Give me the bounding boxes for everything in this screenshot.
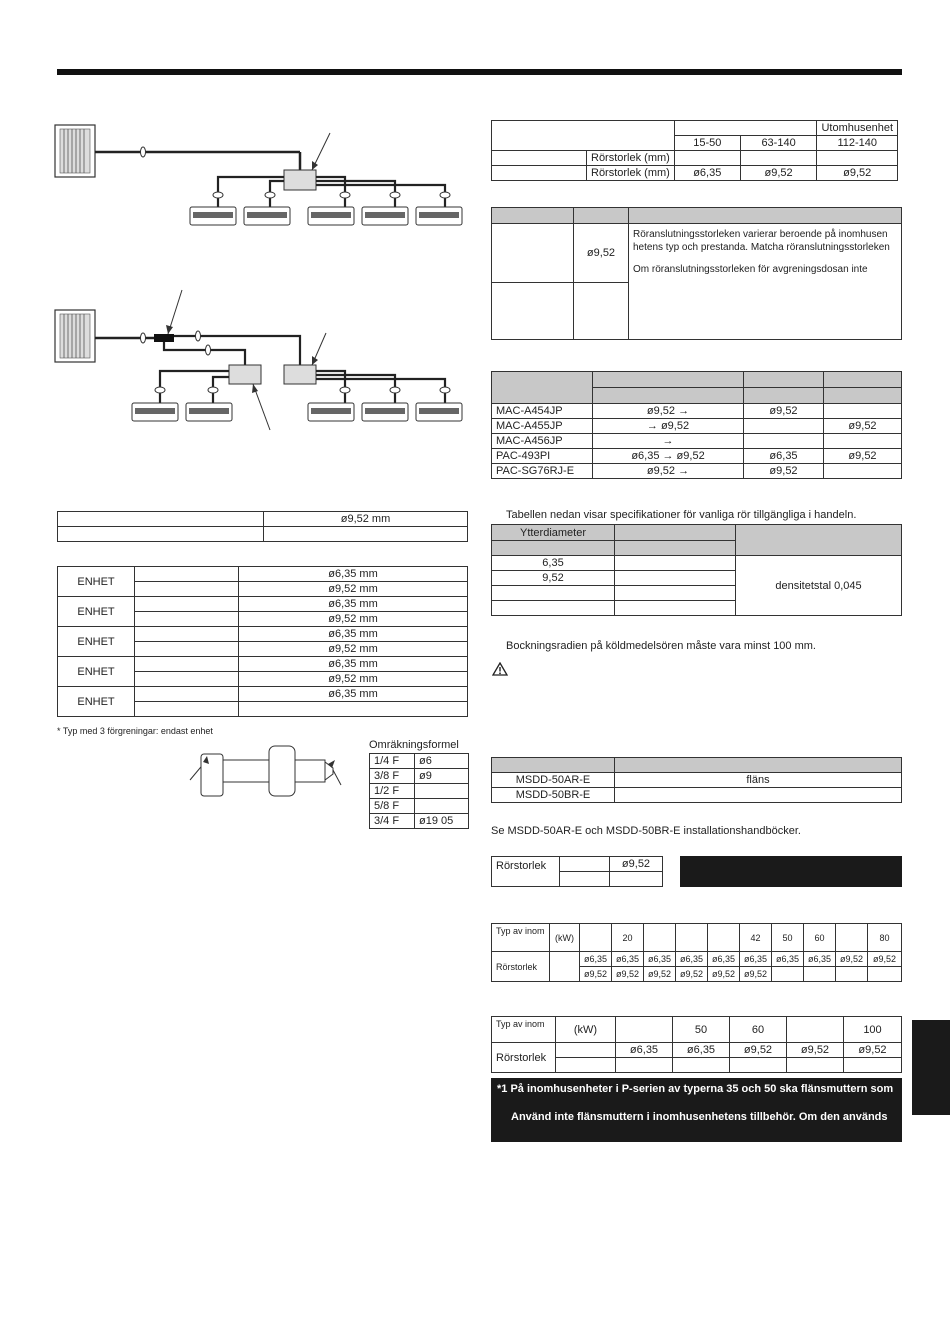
size-cell: → [593,434,744,449]
size-cell [868,967,902,982]
capacity-cell: 50 [673,1017,730,1043]
size-cell: ø6,35 [644,952,676,967]
size-cell: → ø9,52 [593,419,744,434]
size-cell [824,404,902,419]
size-cell: ø6,35 [708,952,740,967]
capacity-cell: 42 [740,924,772,952]
mm-cell [415,784,469,799]
info-text-line: Om röranslutningsstorleken för avgreningsdosan inte [633,264,868,275]
range-cell: 15-50 [674,136,740,151]
outdoor-unit-icon [55,125,95,177]
size-cell: ø9,52 [644,967,676,982]
size-cell: ø9,52 [708,967,740,982]
flare-nut-fitting-icon [185,740,345,802]
inch-cell: 1/4 F [370,754,415,769]
size-cell: ø9,52 [580,967,612,982]
flange-cell: fläns [615,773,902,788]
section-tab [912,1020,950,1115]
type-label: Typ av inom [492,924,550,952]
connection-info-table [491,207,902,340]
size-label: Rörstorlek [492,1043,556,1073]
size-cell: ø6,35 [772,952,804,967]
branch-pipe-icon [154,334,174,342]
branch-box-icon [284,170,316,190]
piping-diagram-single-branch [50,115,475,240]
warning-triangle-icon [492,662,508,676]
size-cell: ø9,52 [868,952,902,967]
branch-box-icon [284,365,316,384]
indoor-size-table-b [491,1016,902,1073]
outdoor-unit-header: Utomhusenhet [817,121,898,136]
pipe-size-table [491,120,898,181]
bending-radius-note: Bockningsradien på köldmedelsören måste vara minst 100 mm. [506,640,816,652]
size-cell: ø6,35 mm [239,567,468,582]
model-name: PAC-493PI [492,449,593,464]
size-cell: ø6,35 [804,952,836,967]
info-text-line: Röranslutningsstorleken varierar beroende på inomhusen [633,229,888,240]
conversion-table [369,753,469,829]
size-cell [836,967,868,982]
size-cell: ø6,35 [744,449,824,464]
footnote: * Typ med 3 förgreningar: endast enhet [57,726,213,736]
unit-pipe-table [57,566,468,717]
pipe-value-table [57,511,468,542]
model-name: MAC-A455JP [492,419,593,434]
inch-cell: 1/2 F [370,784,415,799]
msdd-reference: Se MSDD-50AR-E och MSDD-50BR-E installationshandböcker. [491,825,801,837]
diameter-cell [492,586,615,601]
conversion-title: Omräkningsformel [369,739,459,751]
inch-cell: 3/8 F [370,769,415,784]
diameter-cell: 6,35 [492,556,615,571]
msdd-model: MSDD-50BR-E [492,788,615,803]
mm-cell [415,799,469,814]
size-cell [772,967,804,982]
size-cell: ø9,52 [787,1043,844,1058]
capacity-cell: 80 [868,924,902,952]
capacity-cell [787,1017,844,1043]
capacity-cell: 20 [612,924,644,952]
size-cell: ø9,52 [824,449,902,464]
size-cell: ø9,52 [740,166,817,181]
size-cell [804,967,836,982]
capacity-cell [708,924,740,952]
size-cell: ø6,35 [740,952,772,967]
size-cell: ø6,35 [676,952,708,967]
size-cell: ø6,35 [580,952,612,967]
small-size-table [491,856,663,887]
size-label: Rörstorlek [492,857,560,887]
msdd-model: MSDD-50AR-E [492,773,615,788]
capacity-cell: 100 [844,1017,902,1043]
size-cell: ø6,35 [674,166,740,181]
size-cell [824,434,902,449]
size-cell: ø6,35 [616,1043,673,1058]
msdd-table [491,757,902,803]
size-cell: ø9,52 mm [239,612,468,627]
outdoor-unit-icon [55,310,95,362]
size-label: Rörstorlek [492,952,550,982]
size-cell: ø9,52 [612,967,644,982]
size-cell: ø6,35 mm [239,657,468,672]
branch-box-icon [229,365,261,384]
size-cell: ø9,52 → [593,464,744,479]
mm-cell: ø9 [415,769,469,784]
indoor-size-table-a [491,923,902,982]
size-cell: ø6,35 mm [239,597,468,612]
warning-line: *1 På inomhusenheter i P-serien av typerna 35 och 50 ska flänsmuttern som [497,1083,894,1095]
size-cell: ø6,35 [612,952,644,967]
type-label: Typ av inom [492,1017,556,1043]
capacity-cell [616,1017,673,1043]
info-text-line: hetens typ och prestanda. Matcha röranslutningsstorleken [633,242,890,253]
size-cell: ø6,35 mm [239,687,468,702]
unit-label: ENHET [58,657,135,687]
model-name: PAC-SG76RJ-E [492,464,593,479]
capacity-cell: 60 [730,1017,787,1043]
inch-cell: 5/8 F [370,799,415,814]
unit-label: ENHET [58,567,135,597]
diameter-cell: 9,52 [492,571,615,586]
size-cell: ø9,52 → [593,404,744,419]
size-cell: ø9,52 mm [239,582,468,597]
pipe-spec-table [491,524,902,616]
capacity-cell [580,924,612,952]
size-cell [239,702,468,717]
pipe-spec-intro: Tabellen nedan visar specifikationer för vanliga rör tillgängliga i handeln. [506,509,857,521]
kw-label: (kW) [550,924,580,952]
model-name: MAC-A454JP [492,404,593,419]
branch-box-model-table [491,371,902,479]
size-cell: ø9,52 mm [264,512,468,527]
size-cell: ø9,52 [574,224,629,283]
capacity-cell: 50 [772,924,804,952]
notice-box [680,856,902,887]
indoor-unit-icon [132,403,462,421]
unit-label: ENHET [58,597,135,627]
size-cell [824,464,902,479]
unit-label: ENHET [58,687,135,717]
range-cell: 63-140 [740,136,817,151]
size-cell: ø9,52 [744,404,824,419]
size-cell [744,419,824,434]
mm-cell: ø19 05 [415,814,469,829]
warning-line: Använd inte flänsmuttern i inomhusenhetens tillbehör. Om den används [511,1111,888,1123]
mm-cell: ø6 [415,754,469,769]
capacity-cell [676,924,708,952]
model-name: MAC-A456JP [492,434,593,449]
size-cell: ø9,52 [740,967,772,982]
capacity-cell [836,924,868,952]
indoor-unit-icon [190,207,462,225]
row-label: Rörstorlek (mm) [587,166,675,181]
capacity-cell: 60 [804,924,836,952]
size-cell: ø9,52 [836,952,868,967]
diameter-cell [492,601,615,616]
size-cell: ø9,52 [844,1043,902,1058]
size-cell: ø6,35 → ø9,52 [593,449,744,464]
size-cell [744,434,824,449]
size-cell: ø9,52 [817,166,898,181]
size-cell: ø9,52 mm [239,642,468,657]
unit-label: ENHET [58,627,135,657]
kw-label: (kW) [556,1017,616,1043]
outer-diameter-header: Ytterdiameter [492,525,615,541]
size-cell: ø9,52 [730,1043,787,1058]
piping-diagram-double-branch [50,285,475,435]
size-cell: ø9,52 [676,967,708,982]
size-cell: ø9,52 [744,464,824,479]
range-cell: 112-140 [817,136,898,151]
flare-nut-warning-box [491,1078,902,1142]
size-cell: ø9,52 [610,857,663,872]
size-cell: ø6,35 mm [239,627,468,642]
size-cell: ø9,52 [824,419,902,434]
size-cell: ø6,35 [673,1043,730,1058]
capacity-cell [644,924,676,952]
inch-cell: 3/4 F [370,814,415,829]
density-cell: densitetstal 0,045 [736,556,902,616]
row-label: Rörstorlek (mm) [587,151,675,166]
header-rule [57,69,902,75]
size-cell: ø9,52 mm [239,672,468,687]
